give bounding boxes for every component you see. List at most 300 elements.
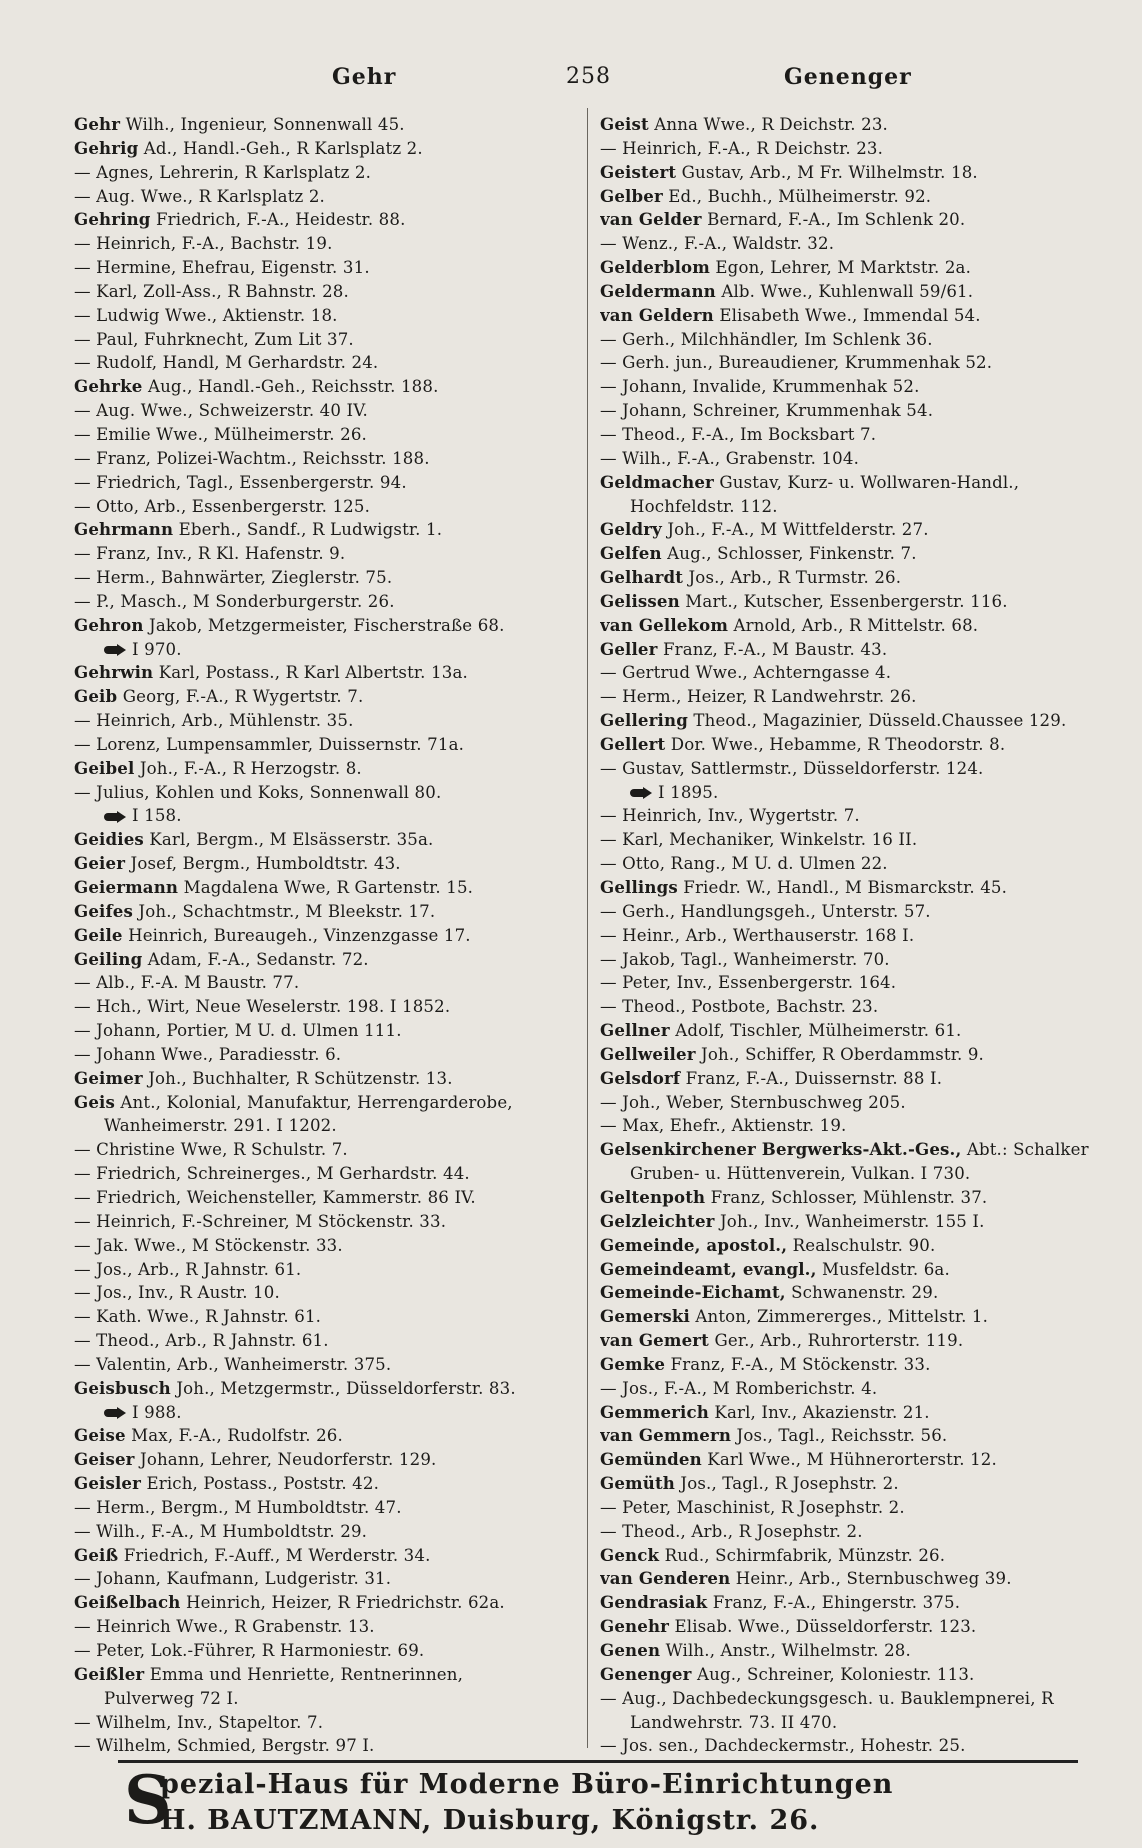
entry-surname: Gemerski [600, 1306, 690, 1327]
entry-details: — Jos. sen., Dachdeckermstr., Hohestr. 25. [600, 1736, 966, 1756]
entry-details: Franz, F.-A., Duissernstr. 88 I. [685, 1068, 943, 1088]
directory-entry [600, 590, 1105, 614]
directory-entry [600, 995, 1105, 1019]
entry-details: Elisabeth Wwe., Immendal 54. [719, 305, 981, 325]
entry-details: Friedr. W., Handl., M Bismarckstr. 45. [683, 878, 1008, 897]
entry-details: — Otto, Rang., M U. d. Ulmen 22. [600, 854, 888, 874]
directory-entry [74, 1091, 579, 1115]
directory-entry [74, 185, 579, 209]
directory-entry [74, 423, 579, 447]
entry-details: Johann, Lehrer, Neudorferstr. 129. [140, 1450, 437, 1470]
entry-details: — Karl, Zoll-Ass., R Bahnstr. 28. [74, 281, 349, 301]
directory-entry [600, 781, 1105, 805]
entry-surname: Gelhardt [600, 567, 684, 588]
directory-entry [600, 1377, 1105, 1401]
directory-entry [600, 1591, 1105, 1615]
directory-entry [74, 1305, 579, 1329]
telephone-icon [104, 644, 126, 656]
entry-details: Hochfeldstr. 112. [630, 496, 778, 516]
entry-details: Friedrich, F.-A., Heidestr. 88. [156, 210, 406, 230]
entry-details: Alb. Wwe., Kuhlenwall 59/61. [721, 281, 974, 301]
directory-entry [74, 709, 579, 733]
directory-entry [600, 709, 1105, 733]
directory-entry [600, 757, 1105, 781]
entry-surname: van Gellekom [600, 614, 729, 635]
entry-surname: Genenger [600, 1663, 692, 1684]
directory-entry [74, 1353, 579, 1377]
entry-details: Heinrich, Bureaugeh., Vinzenzgasse 17. [128, 925, 471, 945]
entry-details: — Johann, Invalide, Krummenhak 52. [600, 377, 920, 397]
entry-details: — Theod., Arb., R Jahnstr. 61. [74, 1331, 329, 1351]
directory-entry [74, 447, 579, 471]
directory-entry [600, 1281, 1105, 1305]
entry-details: — Valentin, Arb., Wanheimerstr. 375. [74, 1354, 392, 1374]
directory-entry [600, 1305, 1105, 1329]
directory-entry [74, 1472, 579, 1496]
entry-surname: Geile [74, 924, 123, 945]
entry-details: — Gerh., Milchhändler, Im Schlenk 36. [600, 329, 933, 349]
directory-entry [600, 208, 1105, 232]
entry-details: Ant., Kolonial, Manufaktur, Herrengarderobe, [120, 1092, 513, 1112]
directory-entry [74, 471, 579, 495]
directory-entry [600, 1520, 1105, 1544]
left-column [74, 113, 579, 1758]
directory-entry [600, 1043, 1105, 1067]
entry-details: — Friedrich, Tagl., Essenbergerstr. 94. [74, 472, 407, 492]
entry-details: — Lorenz, Lumpensammler, Duissernstr. 71a. [74, 734, 465, 754]
directory-entry [74, 518, 579, 542]
entry-surname: Geier [74, 853, 126, 874]
directory-entry [74, 351, 579, 375]
advertisement [118, 1760, 1078, 1843]
directory-entry [74, 399, 579, 423]
entry-details: — Hch., Wirt, Neue Weselerstr. 198. I 1852. [74, 997, 451, 1017]
entry-details: Schwanenstr. 29. [791, 1283, 939, 1303]
entry-surname: Gellings [600, 877, 678, 897]
directory-entry [74, 1067, 579, 1091]
directory-entry [74, 1234, 579, 1258]
entry-surname: Gelsenkirchener Bergwerks-Akt.-Ges., [600, 1139, 962, 1160]
directory-entry [600, 304, 1105, 328]
entry-details: I 970. [132, 639, 182, 659]
entry-details: Josef, Bergm., Humboldtstr. 43. [130, 854, 401, 874]
entry-details: — Hermine, Ehefrau, Eigenstr. 31. [74, 258, 370, 278]
entry-surname: Genehr [600, 1616, 670, 1637]
directory-entry [600, 566, 1105, 590]
entry-details: Aug., Schlosser, Finkenstr. 7. [667, 544, 917, 564]
entry-surname: Geldmacher [600, 471, 714, 492]
entry-details: Wanheimerstr. 291. I 1202. [104, 1116, 337, 1136]
directory-entry [74, 804, 579, 828]
directory-entry [74, 113, 579, 137]
entry-details: Karl, Inv., Akazienstr. 21. [714, 1402, 930, 1422]
entry-details: — Aug. Wwe., R Karlsplatz 2. [74, 186, 325, 206]
directory-entry [74, 1591, 579, 1615]
directory-entry [74, 1567, 579, 1591]
entry-details: — Johann, Schreiner, Krummenhak 54. [600, 401, 934, 421]
directory-entry [600, 161, 1105, 185]
directory-entry [74, 256, 579, 280]
entry-details: — Gertrud Wwe., Achterngasse 4. [600, 663, 892, 683]
entry-details: Franz, Schlosser, Mühlenstr. 37. [710, 1187, 988, 1207]
directory-entry [74, 232, 579, 256]
entry-details: Friedrich, F.-Auff., M Werderstr. 34. [123, 1545, 431, 1565]
directory-entry [74, 995, 579, 1019]
entry-details: — Peter, Inv., Essenbergerstr. 164. [600, 973, 897, 993]
directory-entry [74, 900, 579, 924]
directory-entry [74, 757, 579, 781]
directory-entry [74, 590, 579, 614]
directory-entry [74, 1210, 579, 1234]
entry-details: Erich, Postass., Poststr. 42. [146, 1474, 380, 1494]
entry-details: Karl Wwe., M Hühnerorterstr. 12. [707, 1450, 997, 1470]
directory-entry [600, 447, 1105, 471]
directory-entry [600, 1162, 1105, 1186]
entry-surname: Geisler [74, 1473, 142, 1494]
entry-details: — Heinrich Wwe., R Grabenstr. 13. [74, 1617, 375, 1637]
directory-entry [74, 828, 579, 852]
entry-details: Pulverweg 72 I. [104, 1688, 239, 1708]
entry-details: — Herm., Bergm., M Humboldtstr. 47. [74, 1497, 402, 1517]
entry-details: — Heinrich, F.-A., Bachstr. 19. [74, 234, 333, 254]
entry-surname: Genck [600, 1544, 660, 1565]
entry-details: Joh., Schachtmstr., M Bleekstr. 17. [138, 901, 436, 921]
entry-details: — Theod., Arb., R Josephstr. 2. [600, 1521, 863, 1541]
entry-surname: van Genderen [600, 1568, 731, 1589]
entry-details: — Heinrich, Arb., Mühlenstr. 35. [74, 711, 354, 731]
directory-entry [74, 1114, 579, 1138]
entry-surname: Geller [600, 638, 658, 659]
entry-details: Magdalena Wwe, R Gartenstr. 15. [183, 878, 474, 897]
entry-surname: van Gemmern [600, 1425, 732, 1446]
entry-details: Jakob, Metzgermeister, Fischerstraße 68. [149, 615, 505, 635]
page-number: 258 [566, 64, 611, 89]
entry-surname: Geise [74, 1425, 126, 1446]
entry-details: Gustav, Kurz- u. Wollwaren-Handl., [719, 472, 1020, 492]
directory-entry [600, 280, 1105, 304]
entry-surname: Gelissen [600, 590, 680, 611]
entry-details: — Julius, Kohlen und Koks, Sonnenwall 80. [74, 782, 442, 802]
entry-surname: Gehron [74, 614, 144, 635]
entry-surname: Gemeinde-Eichamt, [600, 1282, 786, 1303]
directory-entry [74, 1401, 579, 1425]
entry-details: Egon, Lehrer, M Marktstr. 2a. [715, 258, 972, 278]
entry-surname: Geib [74, 686, 118, 707]
directory-entry [600, 661, 1105, 685]
directory-entry [600, 328, 1105, 352]
directory-entry [600, 733, 1105, 757]
entry-details: — Johann Wwe., Paradiesstr. 6. [74, 1044, 342, 1064]
entry-details: — Gustav, Sattlermstr., Düsseldorferstr. 124. [600, 758, 984, 778]
entry-details: Ger., Arb., Ruhrorterstr. 119. [714, 1331, 964, 1351]
directory-entry [74, 137, 579, 161]
directory-entry [600, 1114, 1105, 1138]
entry-details: — Jak. Wwe., M Stöckenstr. 33. [74, 1235, 343, 1255]
directory-entry [600, 423, 1105, 447]
directory-entry [600, 1091, 1105, 1115]
entry-surname: Gelderblom [600, 257, 710, 278]
entry-details: Mart., Kutscher, Essenbergerstr. 116. [685, 591, 1008, 611]
telephone-icon [630, 787, 652, 799]
directory-entry [600, 948, 1105, 972]
directory-entry [600, 1186, 1105, 1210]
directory-entry [74, 375, 579, 399]
directory-entry [600, 1472, 1105, 1496]
entry-surname: Gellering [600, 710, 688, 731]
running-head-left: Gehr [332, 64, 397, 90]
entry-details: — Wilhelm, Inv., Stapeltor. 7. [74, 1712, 324, 1732]
entry-surname: Gemüth [600, 1473, 675, 1494]
directory-entry [600, 852, 1105, 876]
entry-surname: Gemeinde, apostol., [600, 1234, 788, 1255]
directory-entry [600, 1067, 1105, 1091]
entry-details: Ed., Buchh., Mülheimerstr. 92. [668, 186, 932, 206]
entry-details: — Theod., F.-A., Im Bocksbart 7. [600, 424, 877, 444]
entry-details: — Herm., Heizer, R Landwehrstr. 26. [600, 687, 917, 707]
telephone-icon [104, 811, 126, 823]
directory-entry [600, 351, 1105, 375]
entry-surname: Geist [600, 114, 649, 134]
directory-entry [74, 876, 579, 900]
directory-entry [74, 1639, 579, 1663]
entry-surname: Gendrasiak [600, 1592, 708, 1613]
directory-entry [600, 1734, 1105, 1758]
entry-surname: Geldermann [600, 280, 716, 301]
entry-surname: Geimer [74, 1067, 143, 1088]
entry-details: — Gerh., Handlungsgeh., Unterstr. 57. [600, 901, 931, 921]
directory-entry [74, 328, 579, 352]
entry-details: Elisab. Wwe., Düsseldorferstr. 123. [674, 1617, 977, 1637]
directory-entry [74, 924, 579, 948]
entry-details: Jos., Tagl., R Josephstr. 2. [680, 1474, 899, 1494]
entry-details: Ad., Handl.-Geh., R Karlsplatz 2. [143, 138, 423, 158]
directory-entry [74, 566, 579, 590]
directory-entry [600, 876, 1105, 900]
entry-surname: Gemke [600, 1353, 666, 1374]
entry-details: Adolf, Tischler, Mülheimerstr. 61. [675, 1021, 962, 1041]
directory-entry [600, 113, 1105, 137]
entry-surname: Gelber [600, 185, 663, 206]
directory-entry [600, 1448, 1105, 1472]
entry-surname: Geldry [600, 519, 662, 540]
entry-surname: Gellner [600, 1020, 670, 1041]
directory-entry [600, 1210, 1105, 1234]
entry-details: Anna Wwe., R Deichstr. 23. [654, 115, 888, 134]
directory-entry [74, 1663, 579, 1687]
entry-surname: Gemmerich [600, 1401, 709, 1422]
entry-surname: Geis [74, 1091, 115, 1112]
entry-surname: Geltenpoth [600, 1186, 706, 1207]
entry-details: — Wilh., F.-A., M Humboldtstr. 29. [74, 1521, 368, 1541]
entry-surname: Gelfen [600, 543, 662, 564]
entry-details: — Heinr., Arb., Werthauserstr. 168 I. [600, 925, 915, 945]
entry-details: Joh., F.-A., R Herzogstr. 8. [139, 758, 362, 778]
directory-entry [600, 185, 1105, 209]
directory-entry [600, 1353, 1105, 1377]
directory-entry [600, 1258, 1105, 1282]
directory-entry [74, 1544, 579, 1568]
directory-entry [74, 852, 579, 876]
entry-details: — Heinrich, F.-A., R Deichstr. 23. [600, 138, 884, 158]
entry-surname: Gemünden [600, 1449, 702, 1470]
entry-details: Heinr., Arb., Sternbuschweg 39. [735, 1569, 1012, 1589]
entry-details: Aug., Schreiner, Koloniestr. 113. [696, 1664, 975, 1684]
directory-entry [600, 1424, 1105, 1448]
entry-details: — Christine Wwe, R Schulstr. 7. [74, 1140, 348, 1160]
directory-entry [74, 971, 579, 995]
entry-details: — Wilh., F.-A., Grabenstr. 104. [600, 448, 860, 468]
directory-entry [600, 1544, 1105, 1568]
entry-surname: Gehrwin [74, 662, 154, 683]
entry-details: — Peter, Lok.-Führer, R Harmoniestr. 69. [74, 1641, 425, 1660]
directory-entry [600, 495, 1105, 519]
entry-surname: Geißler [74, 1663, 145, 1684]
directory-entry [600, 1567, 1105, 1591]
entry-details: — Aug. Wwe., Schweizerstr. 40 IV. [74, 401, 368, 421]
entry-details: Rud., Schirmfabrik, Münzstr. 26. [664, 1545, 946, 1565]
entry-details: I 988. [132, 1402, 182, 1422]
directory-entry [600, 924, 1105, 948]
directory-entry [600, 1663, 1105, 1687]
entry-surname: Geißelbach [74, 1592, 181, 1613]
entry-details: Realschulstr. 90. [792, 1235, 936, 1255]
entry-details: Joh., Metzgermstr., Düsseldorferstr. 83. [176, 1378, 516, 1398]
entry-details: — Joh., Weber, Sternbuschweg 205. [600, 1092, 906, 1112]
entry-details: — Peter, Maschinist, R Josephstr. 2. [600, 1497, 905, 1517]
entry-details: — Jos., Arb., R Jahnstr. 61. [74, 1259, 302, 1279]
directory-entry [74, 948, 579, 972]
entry-details: — Agnes, Lehrerin, R Karlsplatz 2. [74, 162, 372, 182]
directory-entry [600, 804, 1105, 828]
directory-entry [600, 1329, 1105, 1353]
entry-details: Karl, Postass., R Karl Albertstr. 13a. [158, 663, 468, 683]
entry-surname: Genen [600, 1640, 661, 1660]
entry-details: — Franz, Inv., R Kl. Hafenstr. 9. [74, 544, 346, 564]
entry-details: — Friedrich, Schreinerges., M Gerhardstr. 44. [74, 1164, 470, 1184]
entry-surname: Gehrke [74, 376, 143, 397]
entry-details: — Ludwig Wwe., Aktienstr. 18. [74, 305, 338, 325]
directory-entry [74, 1496, 579, 1520]
entry-details: Joh., Schiffer, R Oberdammstr. 9. [701, 1044, 984, 1064]
entry-details: — Paul, Fuhrknecht, Zum Lit 37. [74, 329, 354, 349]
directory-entry [74, 304, 579, 328]
ad-line-2: H. BAUTZMANN, Duisburg, Königstr. 26. [160, 1805, 820, 1836]
entry-details: — Rudolf, Handl, M Gerhardstr. 24. [74, 353, 379, 373]
directory-entry [74, 614, 579, 638]
entry-surname: Gemeindeamt, evangl., [600, 1258, 817, 1279]
entry-details: — Heinrich, Inv., Wygertstr. 7. [600, 806, 860, 826]
entry-details: — Alb., F.-A. M Baustr. 77. [74, 973, 300, 993]
entry-details: Jos., Arb., R Turmstr. 26. [688, 568, 902, 588]
directory-entry [600, 828, 1105, 852]
directory-entry [74, 1043, 579, 1067]
ad-line-1: pezial-Haus für Moderne Büro-Einrichtungen [160, 1769, 894, 1800]
directory-entry [74, 280, 579, 304]
directory-entry [600, 1019, 1105, 1043]
entry-details: Gustav, Arb., M Fr. Wilhelmstr. 18. [681, 162, 978, 182]
directory-entry [74, 781, 579, 805]
column-divider [587, 108, 588, 1748]
entry-details: Franz, F.-A., Ehingerstr. 375. [712, 1593, 961, 1613]
entry-details: Landwehrstr. 73. II 470. [630, 1712, 838, 1732]
entry-details: — Johann, Kaufmann, Ludgeristr. 31. [74, 1569, 392, 1589]
directory-entry [600, 1496, 1105, 1520]
entry-details: Wilh., Anstr., Wilhelmstr. 28. [665, 1641, 911, 1660]
entry-details: Gruben- u. Hüttenverein, Vulkan. I 730. [630, 1164, 971, 1184]
entry-details: — Jos., Inv., R Austr. 10. [74, 1283, 280, 1303]
entry-surname: Geistert [600, 161, 677, 182]
directory-entry [600, 614, 1105, 638]
entry-details: Emma und Henriette, Rentnerinnen, [149, 1664, 464, 1684]
entry-details: — Franz, Polizei-Wachtm., Reichsstr. 188. [74, 448, 430, 468]
directory-entry [74, 1734, 579, 1758]
telephone-icon [104, 1407, 126, 1419]
entry-details: Franz, F.-A., M Baustr. 43. [662, 639, 888, 659]
entry-details: I 1895. [658, 782, 719, 802]
ad-initial: S [124, 1761, 172, 1839]
entry-details: Eberh., Sandf., R Ludwigstr. 1. [178, 520, 443, 540]
entry-details: Joh., Buchhalter, R Schützenstr. 13. [148, 1068, 453, 1088]
entry-details: — Friedrich, Weichensteller, Kammerstr. 86 IV. [74, 1187, 476, 1207]
directory-entry [600, 1687, 1105, 1711]
entry-details: Theod., Magazinier, Düsseld.Chaussee 129. [693, 711, 1067, 731]
directory-entry [74, 1329, 579, 1353]
entry-details: Jos., Tagl., Reichsstr. 56. [736, 1426, 948, 1446]
entry-details: Abt.: Schalker [966, 1140, 1089, 1160]
directory-entry [600, 256, 1105, 280]
directory-entry [74, 1019, 579, 1043]
entry-details: Adam, F.-A., Sedanstr. 72. [147, 949, 369, 969]
entry-surname: Gehrig [74, 137, 139, 158]
entry-details: — Wilhelm, Schmied, Bergstr. 97 I. [74, 1736, 375, 1756]
directory-entry [600, 375, 1105, 399]
entry-details: — Karl, Mechaniker, Winkelstr. 16 II. [600, 830, 918, 850]
directory-entry [74, 1520, 579, 1544]
entry-details: — Heinrich, F.-Schreiner, M Stöckenstr. 33. [74, 1211, 447, 1231]
entry-details: — Kath. Wwe., R Jahnstr. 61. [74, 1307, 322, 1327]
entry-surname: Geifes [74, 900, 133, 921]
directory-entry [74, 1377, 579, 1401]
entry-details: Bernard, F.-A., Im Schlenk 20. [707, 210, 966, 230]
entry-details: — Herm., Bahnwärter, Zieglerstr. 75. [74, 568, 393, 588]
directory-entry [600, 542, 1105, 566]
entry-details: I 158. [132, 806, 182, 826]
entry-surname: Gellert [600, 733, 666, 754]
entry-surname: Geisbusch [74, 1377, 171, 1398]
directory-entry [600, 1639, 1105, 1663]
directory-entry [74, 542, 579, 566]
entry-details: Heinrich, Heizer, R Friedrichstr. 62a. [185, 1593, 505, 1613]
entry-details: Dor. Wwe., Hebamme, R Theodorstr. 8. [670, 734, 1006, 754]
entry-details: Max, F.-A., Rudolfstr. 26. [131, 1426, 343, 1446]
running-head-right: Genenger [784, 64, 912, 90]
directory-entry [74, 1711, 579, 1735]
entry-details: — Johann, Portier, M U. d. Ulmen 111. [74, 1021, 402, 1041]
directory-entry [74, 1162, 579, 1186]
entry-details: Georg, F.-A., R Wygertstr. 7. [122, 687, 364, 707]
directory-entry [600, 638, 1105, 662]
entry-surname: Gelsdorf [600, 1067, 681, 1088]
directory-entry [74, 661, 579, 685]
directory-entry [74, 1615, 579, 1639]
entry-details: Anton, Zimmererges., Mittelstr. 1. [695, 1307, 989, 1327]
entry-details: — Emilie Wwe., Mülheimerstr. 26. [74, 424, 367, 444]
entry-surname: Geiermann [74, 877, 179, 897]
directory-entry [600, 518, 1105, 542]
directory-entry [600, 971, 1105, 995]
directory-entry [74, 1258, 579, 1282]
entry-details: — Aug., Dachbedeckungsgesch. u. Bauklempnerei, R [600, 1688, 1054, 1708]
